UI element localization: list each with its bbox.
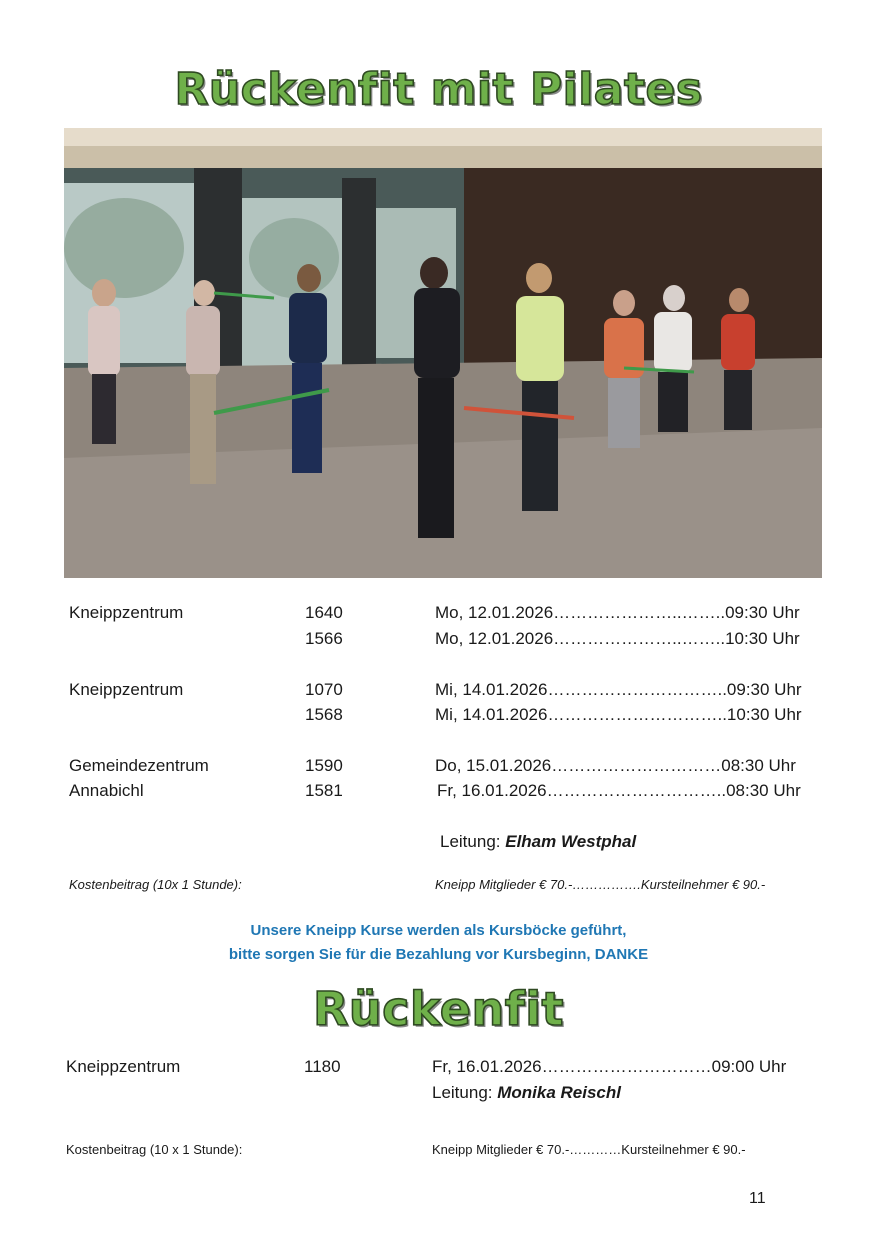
course-code: 1640 <box>305 603 343 622</box>
instructor-name: Monika Reischl <box>497 1083 621 1102</box>
course-photo <box>64 128 822 578</box>
location-label: Kneippzentrum <box>69 680 184 699</box>
course-datetime: Fr, 16.01.2026…………………………..08:30 Uhr <box>437 781 801 800</box>
page-title: Rückenfit mit Pilates <box>174 64 703 115</box>
course-datetime: Mo, 12.01.2026…………………..……..10:30 Uhr <box>435 629 800 648</box>
location-label: Kneippzentrum <box>69 603 184 622</box>
course-code: 1180 <box>304 1057 341 1076</box>
payment-notice-line: Unsere Kneipp Kurse werden als Kursböcke geführt, <box>250 922 627 939</box>
course-code: 1070 <box>305 680 343 699</box>
cost-value: Kneipp Mitglieder € 70.-…………….Kursteilnehmer € 90.- <box>435 877 766 892</box>
location-label: Annabichl <box>69 781 144 800</box>
instructor-line: Leitung: Elham Westphal <box>440 832 637 851</box>
cost-label: Kostenbeitrag (10 x 1 Stunde): <box>66 1142 243 1157</box>
section-title: Rückenfit <box>312 982 564 1036</box>
cost-value: Kneipp Mitglieder € 70.-…………Kursteilnehmer € 90.- <box>432 1142 746 1157</box>
cost-label: Kostenbeitrag (10x 1 Stunde): <box>69 877 242 892</box>
location-label: Gemeindezentrum <box>69 756 209 775</box>
course-code: 1590 <box>305 756 343 775</box>
course-datetime: Mi, 14.01.2026…………………………..10:30 Uhr <box>435 705 802 724</box>
course-datetime: Mi, 14.01.2026…………………………..09:30 Uhr <box>435 680 802 699</box>
page-number: 11 <box>749 1190 766 1207</box>
course-datetime: Mo, 12.01.2026…………………..……..09:30 Uhr <box>435 603 800 622</box>
course-code: 1568 <box>305 705 343 724</box>
course-code: 1581 <box>305 781 343 800</box>
instructor-line: Leitung: Monika Reischl <box>432 1083 621 1102</box>
payment-notice-line: bitte sorgen Sie für die Bezahlung vor Kursbeginn, DANKE <box>228 946 649 963</box>
course-datetime: Do, 15.01.2026…………………………08:30 Uhr <box>435 756 796 775</box>
course-datetime: Fr, 16.01.2026…………………………09:00 Uhr <box>432 1057 787 1076</box>
course-code: 1566 <box>305 629 343 648</box>
location-label: Kneippzentrum <box>66 1057 181 1076</box>
instructor-name: Elham Westphal <box>505 832 637 851</box>
